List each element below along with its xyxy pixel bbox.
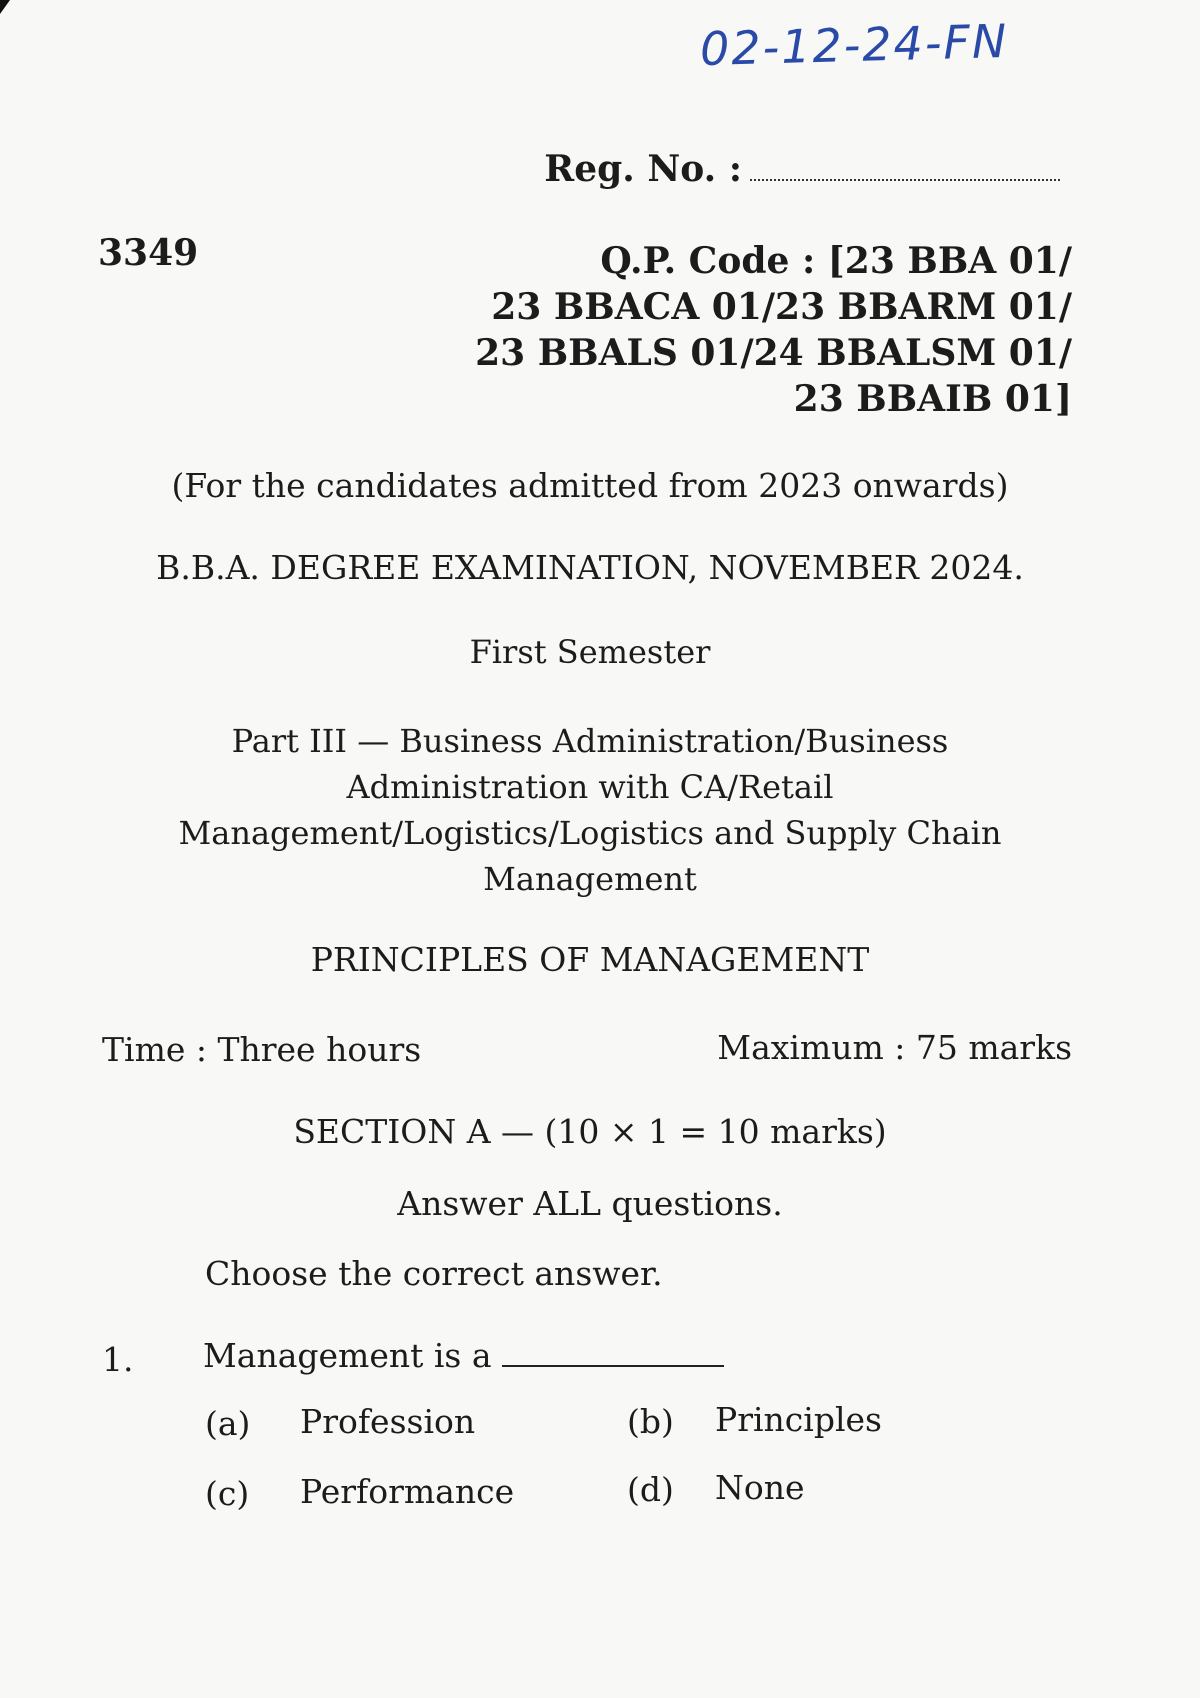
qp-code-line: 23 BBACA 01/23 BBARM 01/ <box>491 286 1072 328</box>
option-label: (c) <box>205 1474 250 1513</box>
handwritten-date-note: 02-12-24-FN <box>699 13 1009 77</box>
sub-instruction: Choose the correct answer. <box>205 1254 663 1293</box>
part-line: Part III — Business Administration/Business <box>231 722 949 760</box>
semester: First Semester <box>469 633 711 671</box>
question-number: 1. <box>102 1340 134 1379</box>
part-line: Management <box>483 860 697 898</box>
option-label: (a) <box>205 1404 251 1443</box>
option-label: (b) <box>627 1402 674 1441</box>
section-heading: SECTION A — (10 × 1 = 10 marks) <box>293 1112 887 1151</box>
admitted-note: (For the candidates admitted from 2023 onwards) <box>171 466 1009 505</box>
question-text <box>203 1336 724 1375</box>
reg-no-field <box>544 148 1060 190</box>
qp-code-line: Q.P. Code : [23 BBA 01/ <box>600 240 1072 282</box>
exam-title: B.B.A. DEGREE EXAMINATION, NOVEMBER 2024. <box>156 548 1024 587</box>
qp-code-line: 23 BBAIB 01] <box>793 378 1072 420</box>
reg-no-dotted-line <box>750 157 1060 181</box>
part-line: Management/Logistics/Logistics and Supply Chain <box>178 814 1002 852</box>
time-allowed: Time : Three hours <box>102 1030 422 1069</box>
qp-code-block <box>475 238 1072 422</box>
reg-no-label: Reg. No. : <box>544 148 742 190</box>
qp-code-line: 23 BBALS 01/24 BBALSM 01/ <box>475 332 1072 374</box>
part-description <box>0 718 1180 902</box>
subject-title: PRINCIPLES OF MANAGEMENT <box>310 940 870 979</box>
option-text: Profession <box>300 1402 476 1441</box>
answer-blank <box>502 1345 724 1367</box>
option-text: Principles <box>715 1400 882 1439</box>
section-instruction: Answer ALL questions. <box>397 1184 783 1223</box>
paper-code: 3349 <box>98 232 199 274</box>
maximum-marks: Maximum : 75 marks <box>717 1028 1072 1067</box>
scan-corner-mark <box>0 0 10 14</box>
part-line: Administration with CA/Retail <box>346 768 834 806</box>
option-label: (d) <box>627 1470 674 1509</box>
question-stem: Management is a <box>203 1336 492 1375</box>
option-text: Performance <box>300 1472 515 1511</box>
option-text: None <box>715 1468 805 1507</box>
